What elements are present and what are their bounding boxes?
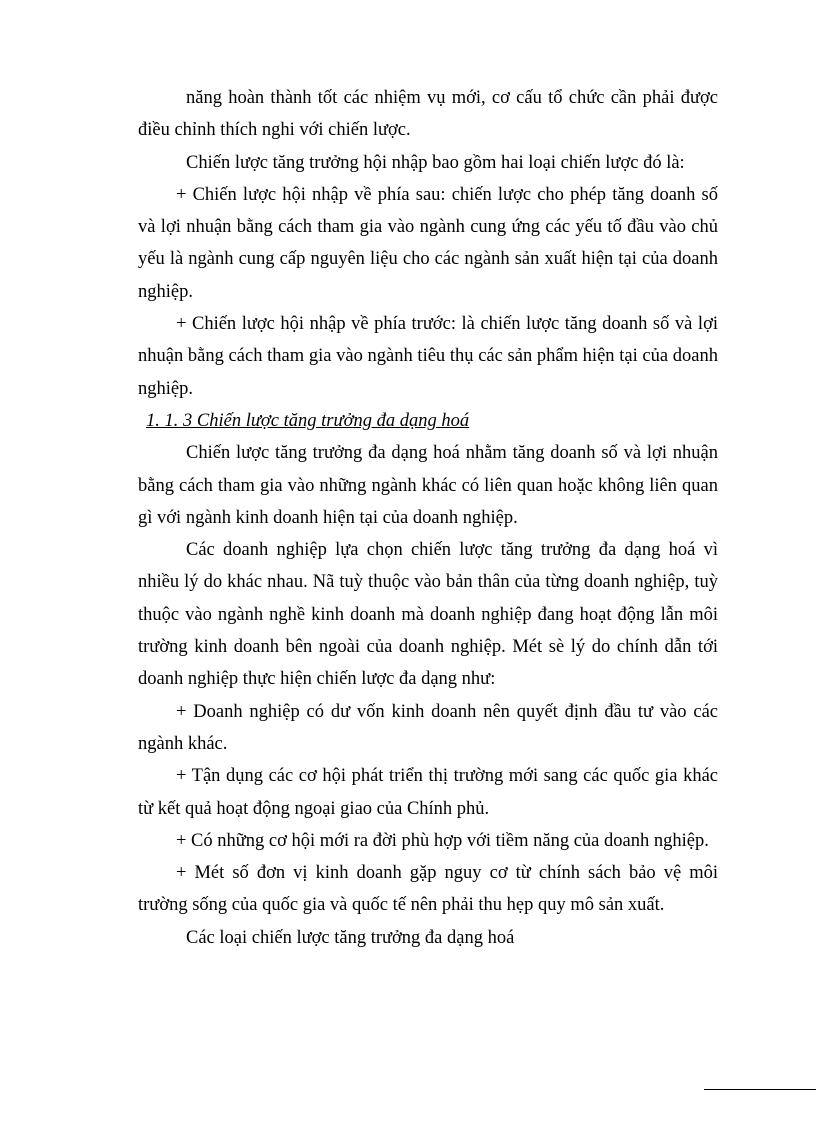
- section-heading: 1. 1. 3 Chiến lược tăng trưởng đa dạng hoá: [146, 410, 470, 431]
- paragraph-2: Chiến lược tăng trưởng hội nhập bao gồm hai loại chiến lược đó là:: [186, 152, 685, 173]
- paragraph-6: Các doanh nghiệp lựa chọn chiến lược tăng trưởng đa dạng hoá vì nhiều lý do khác nhau. Nã tuỳ thuộc vào bản thân của từng doanh nghiệp, tuỳ thuộc vào ngành nghề kinh doanh mà doanh nghiệp đang hoạt động lẫn môi trường kinh doanh bên ngoài của doanh nghiệp. Mét sè lý do chính dẫn tới doanh nghiệp thực hiện chiến lược đa dạng như:: [138, 540, 718, 690]
- paragraph-1: năng hoàn thành tốt các nhiệm vụ mới, cơ cấu tổ chức cần phải được điều chỉnh thích nghi với chiến lược.: [138, 88, 718, 141]
- paragraph-8: + Tận dụng các cơ hội phát triển thị trường mới sang các quốc gia khác từ kết quả hoạt động ngoại giao của Chính phủ.: [138, 766, 718, 819]
- paragraph-10: + Mét số đơn vị kinh doanh gặp nguy cơ từ chính sách bảo vệ môi trường sống của quốc gia và quốc tế nên phải thu hẹp quy mô sản xuất.: [138, 863, 718, 916]
- paragraph-3: + Chiến lược hội nhập về phía sau: chiến lược cho phép tăng doanh số và lợi nhuận bằng cách tham gia vào ngành cung ứng các yếu tố đầu vào chủ yếu là ngành cung cấp nguyên liệu cho các ngành sản xuất hiện tại của doanh nghiệp.: [138, 184, 718, 302]
- paragraph-11: Các loại chiến lược tăng trưởng đa dạng hoá: [186, 927, 515, 948]
- paragraph-4: + Chiến lược hội nhập về phía trước: là chiến lược tăng doanh số và lợi nhuận bằng cách tham gia vào ngành tiêu thụ các sản phẩm hiện tại của doanh nghiệp.: [138, 314, 718, 399]
- paragraph-7: + Doanh nghiệp có dư vốn kinh doanh nên quyết định đầu tư vào các ngành khác.: [138, 701, 718, 754]
- paragraph-9: + Có những cơ hội mới ra đời phù hợp với tiềm năng của doanh nghiệp.: [176, 830, 709, 851]
- document-page: [138, 82, 718, 954]
- paragraph-5: Chiến lược tăng trưởng đa dạng hoá nhằm tăng doanh số và lợi nhuận bằng cách tham gia vào những ngành khác có liên quan hoặc không liên quan gì với ngành kinh doanh hiện tại của doanh nghiệp.: [138, 443, 718, 528]
- footnote-separator-line: [704, 1089, 816, 1090]
